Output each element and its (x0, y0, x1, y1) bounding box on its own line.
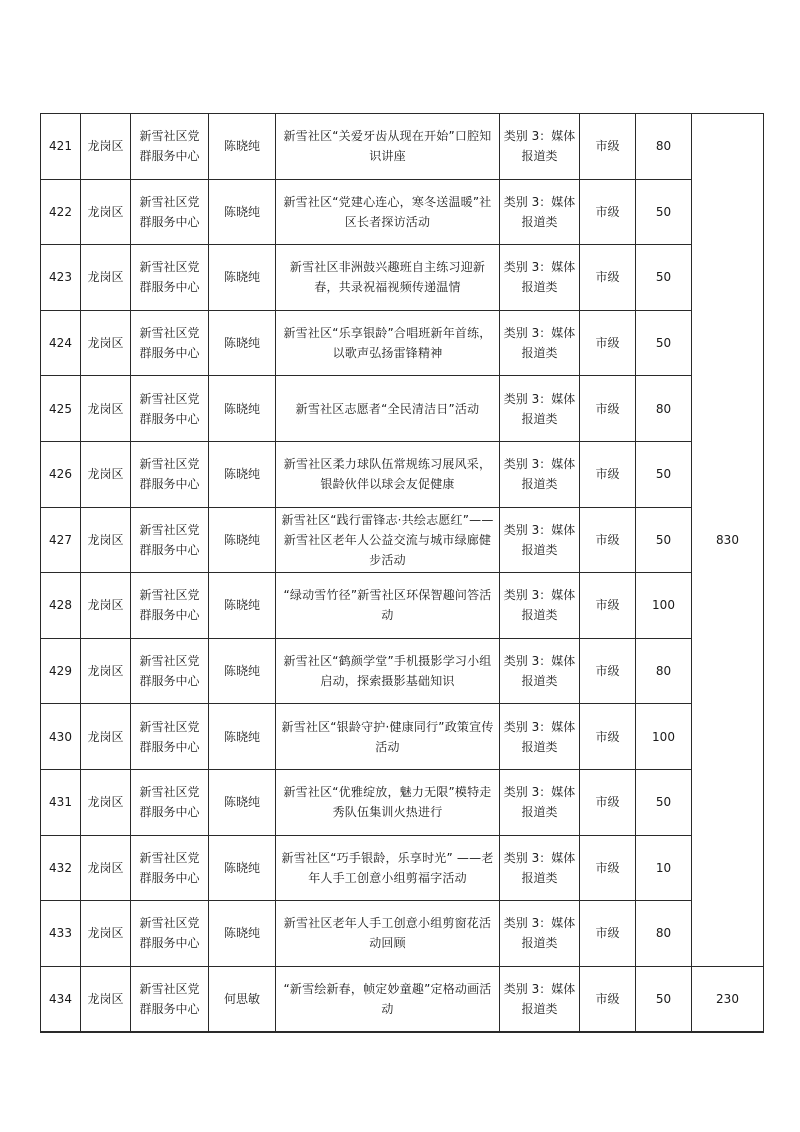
category-cell: 类别 3：媒体报道类 (500, 704, 580, 770)
level-cell: 市级 (580, 245, 636, 311)
row-number: 427 (41, 507, 81, 573)
row-number: 433 (41, 901, 81, 967)
person-cell: 陈晓纯 (209, 114, 276, 180)
row-number: 422 (41, 179, 81, 245)
row-number: 432 (41, 835, 81, 901)
district-cell: 龙岗区 (81, 179, 131, 245)
person-cell: 何思敏 (209, 966, 276, 1032)
group-total-cell: 230 (692, 966, 764, 1032)
row-number: 434 (41, 966, 81, 1032)
table-row (41, 245, 764, 311)
district-cell: 龙岗区 (81, 966, 131, 1032)
district-cell: 龙岗区 (81, 638, 131, 704)
row-number: 424 (41, 310, 81, 376)
row-number: 431 (41, 769, 81, 835)
category-cell: 类别 3：媒体报道类 (500, 966, 580, 1032)
activity-title-cell: 新雪社区“银龄守护·健康同行”政策宣传活动 (276, 704, 500, 770)
organization-cell: 新雪社区党群服务中心 (131, 966, 209, 1032)
table-row (41, 114, 764, 180)
organization-cell: 新雪社区党群服务中心 (131, 376, 209, 442)
row-number: 423 (41, 245, 81, 311)
activity-title-cell: “绿动雪竹径”新雪社区环保智趣问答活动 (276, 573, 500, 639)
organization-cell: 新雪社区党群服务中心 (131, 638, 209, 704)
category-cell: 类别 3：媒体报道类 (500, 245, 580, 311)
organization-cell: 新雪社区党群服务中心 (131, 507, 209, 573)
row-number: 428 (41, 573, 81, 639)
activity-title-cell: 新雪社区“鹤颜学堂”手机摄影学习小组启动，探索摄影基础知识 (276, 638, 500, 704)
table-row (41, 573, 764, 639)
row-number: 426 (41, 441, 81, 507)
level-cell: 市级 (580, 835, 636, 901)
row-number: 425 (41, 376, 81, 442)
organization-cell: 新雪社区党群服务中心 (131, 114, 209, 180)
organization-cell: 新雪社区党群服务中心 (131, 835, 209, 901)
table-row (41, 507, 764, 573)
score-cell: 80 (636, 901, 692, 967)
category-cell: 类别 3：媒体报道类 (500, 901, 580, 967)
table-row (41, 769, 764, 835)
activity-title-cell: 新雪社区非洲鼓兴趣班自主练习迎新春，共录祝福视频传递温情 (276, 245, 500, 311)
district-cell: 龙岗区 (81, 769, 131, 835)
person-cell: 陈晓纯 (209, 441, 276, 507)
activity-title-cell: 新雪社区“践行雷锋志·共绘志愿红”——新雪社区老年人公益交流与城市绿廊健步活动 (276, 507, 500, 573)
level-cell: 市级 (580, 310, 636, 376)
level-cell: 市级 (580, 114, 636, 180)
category-cell: 类别 3：媒体报道类 (500, 507, 580, 573)
table-row (41, 704, 764, 770)
district-cell: 龙岗区 (81, 376, 131, 442)
records-table (40, 113, 764, 1033)
organization-cell: 新雪社区党群服务中心 (131, 901, 209, 967)
score-cell: 100 (636, 573, 692, 639)
person-cell: 陈晓纯 (209, 245, 276, 311)
category-cell: 类别 3：媒体报道类 (500, 179, 580, 245)
activity-title-cell: 新雪社区老年人手工创意小组剪窗花活动回顾 (276, 901, 500, 967)
level-cell: 市级 (580, 901, 636, 967)
score-cell: 50 (636, 245, 692, 311)
category-cell: 类别 3：媒体报道类 (500, 114, 580, 180)
activity-title-cell: 新雪社区“巧手银龄，乐享时光” ——老年人手工创意小组剪福字活动 (276, 835, 500, 901)
person-cell: 陈晓纯 (209, 769, 276, 835)
organization-cell: 新雪社区党群服务中心 (131, 179, 209, 245)
activity-title-cell: 新雪社区“乐享银龄”合唱班新年首练，以歌声弘扬雷锋精神 (276, 310, 500, 376)
activity-title-cell: 新雪社区“党建心连心，寒冬送温暖”社区长者探访活动 (276, 179, 500, 245)
person-cell: 陈晓纯 (209, 179, 276, 245)
district-cell: 龙岗区 (81, 573, 131, 639)
organization-cell: 新雪社区党群服务中心 (131, 245, 209, 311)
level-cell: 市级 (580, 638, 636, 704)
person-cell: 陈晓纯 (209, 704, 276, 770)
organization-cell: 新雪社区党群服务中心 (131, 441, 209, 507)
table-row (41, 310, 764, 376)
table-row (41, 835, 764, 901)
district-cell: 龙岗区 (81, 245, 131, 311)
activity-title-cell: 新雪社区志愿者“全民清洁日”活动 (276, 376, 500, 442)
district-cell: 龙岗区 (81, 704, 131, 770)
organization-cell: 新雪社区党群服务中心 (131, 573, 209, 639)
person-cell: 陈晓纯 (209, 376, 276, 442)
category-cell: 类别 3：媒体报道类 (500, 310, 580, 376)
organization-cell: 新雪社区党群服务中心 (131, 769, 209, 835)
organization-cell: 新雪社区党群服务中心 (131, 310, 209, 376)
score-cell: 10 (636, 835, 692, 901)
level-cell: 市级 (580, 704, 636, 770)
level-cell: 市级 (580, 441, 636, 507)
district-cell: 龙岗区 (81, 901, 131, 967)
activity-title-cell: 新雪社区“优雅绽放，魅力无限”模特走秀队伍集训火热进行 (276, 769, 500, 835)
table-row (41, 179, 764, 245)
level-cell: 市级 (580, 376, 636, 442)
person-cell: 陈晓纯 (209, 573, 276, 639)
row-number: 421 (41, 114, 81, 180)
level-cell: 市级 (580, 573, 636, 639)
level-cell: 市级 (580, 966, 636, 1032)
table-row (41, 901, 764, 967)
table-row (41, 638, 764, 704)
person-cell: 陈晓纯 (209, 835, 276, 901)
district-cell: 龙岗区 (81, 441, 131, 507)
category-cell: 类别 3：媒体报道类 (500, 769, 580, 835)
group-total-cell: 830 (692, 114, 764, 967)
table-row (41, 966, 764, 1032)
person-cell: 陈晓纯 (209, 638, 276, 704)
district-cell: 龙岗区 (81, 310, 131, 376)
row-number: 429 (41, 638, 81, 704)
level-cell: 市级 (580, 507, 636, 573)
category-cell: 类别 3：媒体报道类 (500, 376, 580, 442)
activity-title-cell: 新雪社区柔力球队伍常规练习展风采，银龄伙伴以球会友促健康 (276, 441, 500, 507)
district-cell: 龙岗区 (81, 507, 131, 573)
score-cell: 50 (636, 441, 692, 507)
category-cell: 类别 3：媒体报道类 (500, 835, 580, 901)
activity-title-cell: 新雪社区“关爱牙齿从现在开始”口腔知识讲座 (276, 114, 500, 180)
category-cell: 类别 3：媒体报道类 (500, 573, 580, 639)
person-cell: 陈晓纯 (209, 507, 276, 573)
district-cell: 龙岗区 (81, 114, 131, 180)
score-cell: 50 (636, 769, 692, 835)
score-cell: 50 (636, 507, 692, 573)
category-cell: 类别 3：媒体报道类 (500, 441, 580, 507)
score-cell: 50 (636, 310, 692, 376)
score-cell: 100 (636, 704, 692, 770)
activity-title-cell: “新雪绘新春，帧定妙童趣”定格动画活动 (276, 966, 500, 1032)
person-cell: 陈晓纯 (209, 901, 276, 967)
district-cell: 龙岗区 (81, 835, 131, 901)
row-number: 430 (41, 704, 81, 770)
table-row (41, 441, 764, 507)
level-cell: 市级 (580, 769, 636, 835)
person-cell: 陈晓纯 (209, 310, 276, 376)
score-cell: 80 (636, 376, 692, 442)
score-cell: 80 (636, 114, 692, 180)
score-cell: 50 (636, 966, 692, 1032)
category-cell: 类别 3：媒体报道类 (500, 638, 580, 704)
level-cell: 市级 (580, 179, 636, 245)
table-row (41, 376, 764, 442)
organization-cell: 新雪社区党群服务中心 (131, 704, 209, 770)
score-cell: 80 (636, 638, 692, 704)
score-cell: 50 (636, 179, 692, 245)
